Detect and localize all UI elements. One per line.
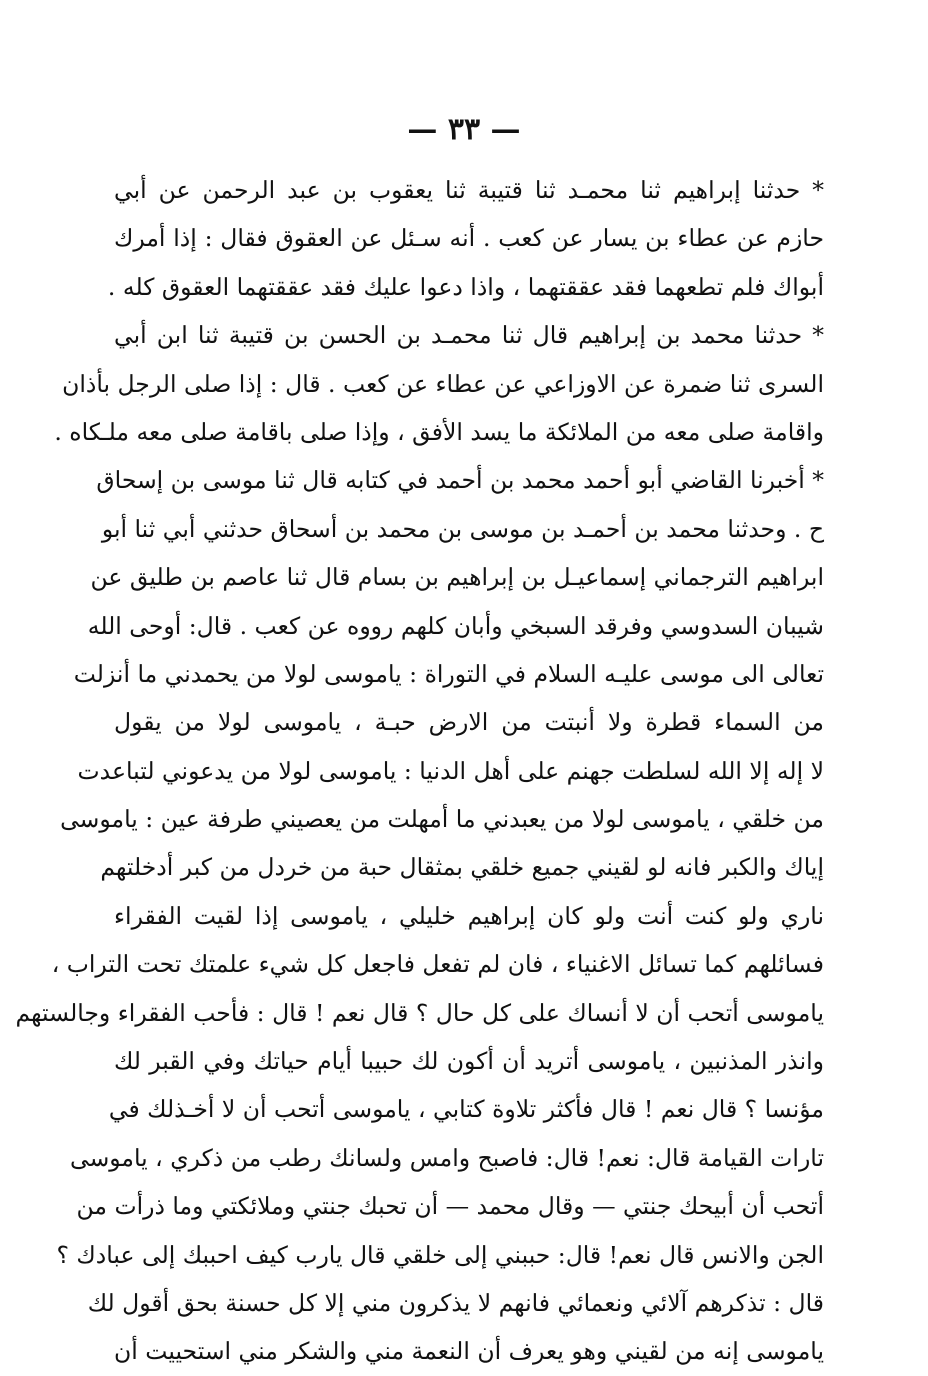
text-line: ياموسى أتحب أن لا أنساك على كل حال ؟ قال نعم ! قال : فأحب الفقراء وجالستهم [15,998,824,1027]
text-line: ياموسى إنه من لقيني وهو يعرف أن النعمة مني والشكر مني استحييت أن [114,1337,824,1366]
text-line: لا إله إلا الله لسلطت جهنم على أهل الدنيا : ياموسى لولا من يدعوني لتباعدت [77,756,824,785]
text-line: من السماء قطرة ولا أنبتت من الارض حبـة ، ياموسى لولا من يقول [114,708,824,737]
text-line: واقامة صلى معه من الملائكة ما يسد الأفق ، وإذا صلى باقامة صلى معه ملـكاه . [54,417,824,446]
text-line: ح . وحدثنا محمد بن أحمـد بن موسى بن محمد بن أسحاق حدثني أبي ثنا أبو [101,514,824,543]
text-line: تارات القيامة قال: نعم! قال: فاصبح وامس ولسانك رطب من ذكري ، ياموسى [69,1143,824,1172]
text-line: حازم عن عطاء بن يسار عن كعب . أنه سـئل عن العقوق فقال : إذا أمرك [114,224,824,253]
text-line: * حدثنا إبراهيم ثنا محمـد ثنا قتيبة ثنا يعقوب بن عبد الرحمن عن أبي [114,176,824,204]
text-line: السرى ثنا ضمرة عن الاوزاعي عن عطاء عن كعب . قال : إذا صلى الرجل بأذان [62,369,824,398]
text-line: شيبان السدوسي وفرقد السبخي وأبان كلهم رووه عن كعب . قال: أوحى الله [87,611,824,640]
body-text [15,166,824,1376]
text-line: فسائلهم كما تسائل الاغنياء ، فان لم تفعل فاجعل كل شيء علمتك تحت التراب ، [51,950,824,979]
text-line: * أخبرنا القاضي أبو أحمد محمد بن أحمد في كتابه قال ثنا موسى بن إسحاق [96,466,824,495]
text-line: وانذر المذنبين ، ياموسى أتريد أن أكون لك حبيبا أيام حياتك وفي القبر لك [114,1047,824,1076]
text-line: إياك والكبر فانه لو لقيني جميع خلقي بمثقال حبة من خردل من كبر أدخلتهم [100,853,824,882]
text-line: ناري ولو كنت أنت ولو كان إبراهيم خليلي ، ياموسى إذا لقيت الفقراء [114,901,824,930]
text-line: من خلقي ، ياموسى لولا من يعبدني ما أمهلت من يعصيني طرفة عين : ياموسى [60,805,824,834]
text-line: قال : تذكرهم آلائي ونعمائي فانهم لا يذكرون مني إلا كل حسنة بحق أقول لك [87,1288,824,1317]
text-line: الجن والانس قال نعم! قال: حببني إلى خلقي قال يارب كيف احببك إلى عبادك ؟ [56,1240,824,1269]
text-line: مؤنسا ؟ قال نعم ! قال فأكثر تلاوة كتابي ، ياموسى أتحب أن لا أخـذلك في [108,1095,824,1124]
text-line: أتحب أن أبيحك جنتي — وقال محمد — أن تحبك جنتي وملائكتي وما ذرأت من [76,1192,824,1221]
text-line: أبواك فلم تطعهما فقد عققتهما ، واذا دعوا عليك فقد عققتهما العقوق كله . [107,272,824,301]
text-line: تعالى الى موسى عليـه السلام في التوراة : ياموسى لولا من يحمدني ما أنزلت [73,659,824,688]
text-line: ابراهيم الترجماني إسماعيـل بن إبراهيم بن بسام قال ثنا عاصم بن طليق عن [90,563,824,592]
page-number: — ٣٣ — [407,112,521,147]
text-line: * حدثنا محمد بن إبراهيم قال ثنا محمـد بن الحسن بن قتيبة ثنا ابن أبي [114,321,824,350]
